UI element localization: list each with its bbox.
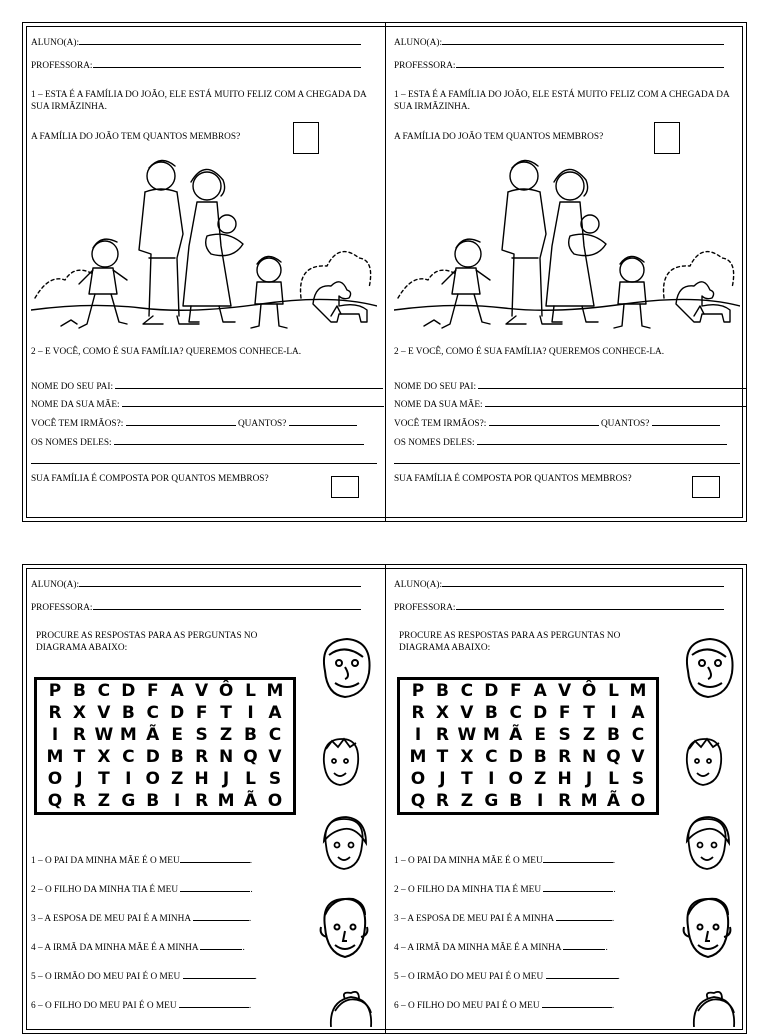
grid-letter[interactable]: R (435, 791, 449, 811)
pai-line (31, 379, 383, 393)
question-1-prompt: A FAMÍLIA DO JOÃO TEM QUANTOS MEMBROS? (394, 132, 604, 142)
irmaos-label: VOCÊ TEM IRMÃOS?: (394, 419, 487, 429)
grid-letter[interactable]: M (217, 791, 235, 811)
grid-letter[interactable]: F (509, 681, 522, 701)
aluno-label: ALUNO(A): (394, 38, 443, 48)
pai-field[interactable] (478, 379, 746, 389)
nomes-label: OS NOMES DELES: (394, 438, 475, 448)
grid-letter[interactable]: V (97, 703, 111, 723)
worksheet-column-right (385, 565, 748, 1033)
answer-3-field[interactable] (193, 911, 249, 921)
grid-letter[interactable]: G (121, 791, 136, 811)
grid-letter[interactable]: R (72, 791, 86, 811)
answer-1-field[interactable] (543, 853, 613, 863)
grid-letter[interactable]: A (268, 703, 282, 723)
grid-letter[interactable]: W (94, 725, 114, 745)
worksheet-word-search (22, 564, 747, 1034)
grid-row (37, 702, 293, 724)
question-4-line: 4 – A IRMÃ DA MINHA MÃE É A MINHA . (394, 940, 608, 954)
grid-letter[interactable]: A (170, 681, 184, 701)
grid-row (400, 790, 656, 812)
aluno-field[interactable] (442, 35, 724, 45)
grid-letter[interactable]: V (195, 681, 209, 701)
grid-letter[interactable]: O (508, 769, 523, 789)
question-6-line: 6 – O FILHO DO MEU PAI É O MEU . (394, 998, 614, 1012)
grid-letter[interactable]: Z (534, 769, 547, 789)
irmaos-field[interactable] (489, 416, 599, 426)
aluno-line (394, 577, 724, 591)
grid-letter[interactable]: I (488, 769, 495, 789)
grid-letter[interactable]: A (631, 703, 645, 723)
question-5-line: 5 – O IRMÃO DO MEU PAI É O MEU . (31, 969, 257, 983)
grid-letter[interactable]: D (145, 747, 160, 767)
grid-letter[interactable]: C (97, 681, 111, 701)
grid-letter[interactable]: T (461, 769, 473, 789)
aluno-line (31, 577, 361, 591)
grid-letter[interactable]: Ô (218, 681, 234, 701)
grid-letter[interactable]: R (195, 747, 209, 767)
grid-letter[interactable]: X (460, 747, 474, 767)
grid-letter[interactable]: Z (219, 725, 233, 745)
grid-letter[interactable]: O (410, 769, 426, 789)
grid-letter[interactable]: X (97, 747, 111, 767)
grid-letter[interactable]: L (245, 681, 256, 701)
question-2-line: 2 – O FILHO DA MINHA TIA É MEU . (31, 882, 253, 896)
grid-letter[interactable]: P (411, 681, 425, 701)
grid-letter[interactable]: R (72, 725, 86, 745)
grandfather-face-icon (678, 631, 738, 701)
grid-letter[interactable]: Q (606, 747, 621, 767)
answer-5-field[interactable] (183, 969, 255, 979)
instruction-text: PROCURE AS RESPOSTAS PARA AS PERGUNTAS NO DIAGRAMA ABAIXO: (399, 631, 621, 653)
grid-letter[interactable]: A (533, 681, 547, 701)
grid-letter[interactable]: Q (243, 747, 258, 767)
woman-face-icon (688, 991, 740, 1027)
grid-letter[interactable]: Ã (509, 725, 523, 745)
aluno-field[interactable] (79, 35, 361, 45)
grid-letter[interactable]: F (558, 703, 571, 723)
family-count-box[interactable] (654, 122, 680, 154)
girl-face-icon (318, 813, 370, 879)
answer-2-field[interactable] (543, 882, 613, 892)
word-search-grid (397, 677, 659, 815)
grid-letter[interactable]: X (72, 703, 86, 723)
quantos-field[interactable] (652, 416, 720, 426)
answer-6-field[interactable] (542, 998, 612, 1008)
grid-row (37, 768, 293, 790)
grid-letter[interactable]: I (247, 703, 254, 723)
grid-row (37, 680, 293, 702)
grid-letter[interactable]: F (146, 681, 159, 701)
grid-letter[interactable]: C (509, 703, 522, 723)
grid-letter[interactable]: Ã (243, 791, 258, 811)
girl-face-icon (681, 813, 733, 879)
grid-letter[interactable]: B (244, 725, 257, 745)
professora-field[interactable] (456, 600, 724, 610)
quantos-label: QUANTOS? (237, 419, 287, 429)
family-illustration (394, 158, 740, 348)
question-6-line: 6 – O FILHO DO MEU PAI É O MEU . (31, 998, 251, 1012)
professora-label: PROFESSORA: (394, 61, 456, 71)
grid-letter[interactable]: C (268, 725, 282, 745)
grid-letter[interactable]: O (145, 769, 160, 789)
boy-face-icon (318, 733, 362, 795)
grid-letter[interactable]: D (170, 703, 185, 723)
aluno-label: ALUNO(A): (394, 580, 443, 590)
irmaos-line (394, 416, 720, 430)
grid-letter[interactable]: C (485, 747, 498, 767)
grid-row (400, 724, 656, 746)
pai-line (394, 379, 746, 393)
grid-letter[interactable]: M (629, 681, 647, 701)
extra-answer-line (31, 463, 377, 464)
question-5: 5 – O IRMÃO DO MEU PAI É O MEU (394, 972, 544, 982)
question-3-line: 3 – A ESPOSA DE MEU PAI É A MINHA . (31, 911, 251, 925)
grandfather-face-icon (315, 631, 375, 701)
professora-field[interactable] (93, 600, 361, 610)
aluno-label: ALUNO(A): (31, 38, 80, 48)
woman-face-icon (325, 991, 377, 1027)
mae-field[interactable] (122, 397, 384, 407)
professora-label: PROFESSORA: (31, 603, 93, 613)
professora-line (31, 58, 361, 72)
grid-letter[interactable]: C (122, 747, 135, 767)
grid-letter[interactable]: T (98, 769, 110, 789)
nomes-field[interactable] (477, 435, 727, 445)
professora-line (31, 600, 361, 614)
grid-letter[interactable]: I (610, 703, 617, 723)
irmaos-line (31, 416, 357, 430)
professora-label: PROFESSORA: (31, 61, 93, 71)
grid-letter[interactable]: M (482, 725, 500, 745)
professora-field[interactable] (456, 58, 724, 68)
grid-letter[interactable]: V (558, 681, 572, 701)
grid-letter[interactable]: Z (171, 769, 184, 789)
grid-letter[interactable]: S (195, 725, 208, 745)
grid-letter[interactable]: J (222, 769, 230, 789)
grid-letter[interactable]: T (583, 703, 595, 723)
grid-letter[interactable]: M (409, 747, 427, 767)
grid-letter[interactable]: D (533, 703, 548, 723)
grid-letter[interactable]: B (435, 681, 449, 701)
family-illustration (31, 158, 377, 348)
professora-field[interactable] (93, 58, 361, 68)
grid-letter[interactable]: V (460, 703, 474, 723)
worksheet-family (22, 22, 747, 522)
question-5: 5 – O IRMÃO DO MEU PAI É O MEU (31, 972, 181, 982)
answer-6-field[interactable] (179, 998, 249, 1008)
question-3-line: 3 – A ESPOSA DE MEU PAI É A MINHA . (394, 911, 614, 925)
mae-line (394, 397, 747, 411)
answer-5-field[interactable] (546, 969, 618, 979)
answer-4-field[interactable] (563, 940, 605, 950)
grid-letter[interactable]: H (194, 769, 209, 789)
question-2-line: 2 – O FILHO DA MINHA TIA É MEU . (394, 882, 616, 896)
grid-letter[interactable]: E (171, 725, 183, 745)
grid-letter[interactable]: N (581, 747, 597, 767)
father-face-icon (678, 893, 736, 967)
grid-letter[interactable]: Z (582, 725, 596, 745)
nomes-label: OS NOMES DELES: (31, 438, 112, 448)
nomes-line (394, 435, 727, 449)
word-search-grid (34, 677, 296, 815)
grid-letter[interactable]: N (218, 747, 234, 767)
grid-letter[interactable]: D (121, 681, 136, 701)
grid-letter[interactable]: B (146, 791, 160, 811)
grid-letter[interactable]: S (631, 769, 645, 789)
grid-letter[interactable]: J (76, 769, 83, 789)
professora-label: PROFESSORA: (394, 603, 456, 613)
aluno-field[interactable] (442, 577, 724, 587)
grid-letter[interactable]: C (460, 681, 474, 701)
question-4: 4 – A IRMÃ DA MINHA MÃE É A MINHA (394, 943, 562, 953)
mae-line (31, 397, 384, 411)
grid-letter[interactable]: D (484, 681, 499, 701)
question-6: 6 – O FILHO DO MEU PAI É O MEU (31, 1001, 177, 1011)
aluno-label: ALUNO(A): (31, 580, 80, 590)
question-4-line: 4 – A IRMÃ DA MINHA MÃE É A MINHA . (31, 940, 245, 954)
mae-label: NOME DA SUA MÃE: (31, 400, 120, 410)
grid-letter[interactable]: V (268, 747, 282, 767)
extra-answer-line (394, 463, 740, 464)
composta-prompt: SUA FAMÍLIA É COMPOSTA POR QUANTOS MEMBROS? (394, 474, 632, 484)
pai-label: NOME DO SEU PAI: (394, 382, 477, 392)
nomes-line (31, 435, 364, 449)
aluno-field[interactable] (79, 577, 361, 587)
grid-letter[interactable]: M (119, 725, 137, 745)
quantos-label: QUANTOS? (600, 419, 650, 429)
grid-row (400, 768, 656, 790)
professora-line (394, 600, 724, 614)
irmaos-label: VOCÊ TEM IRMÃOS?: (31, 419, 124, 429)
question-5-line: 5 – O IRMÃO DO MEU PAI É O MEU . (394, 969, 620, 983)
grid-letter[interactable]: R (195, 791, 209, 811)
grid-letter[interactable]: R (411, 703, 425, 723)
grid-letter[interactable]: Z (97, 791, 111, 811)
grid-letter[interactable]: C (146, 703, 159, 723)
grid-letter[interactable]: S (558, 725, 571, 745)
worksheet-column-left (23, 565, 385, 1033)
grid-letter[interactable]: L (245, 769, 256, 789)
irmaos-field[interactable] (126, 416, 236, 426)
grid-letter[interactable]: C (631, 725, 645, 745)
grid-letter[interactable]: B (170, 747, 184, 767)
question-3: 3 – A ESPOSA DE MEU PAI É A MINHA (31, 914, 191, 924)
grid-letter[interactable]: I (537, 791, 544, 811)
grid-row (400, 680, 656, 702)
grid-letter[interactable]: B (533, 747, 547, 767)
grid-letter[interactable]: J (439, 769, 446, 789)
grid-letter[interactable]: M (580, 791, 598, 811)
grid-letter[interactable]: B (121, 703, 135, 723)
pai-field[interactable] (115, 379, 383, 389)
grid-letter[interactable]: E (534, 725, 546, 745)
grid-letter[interactable]: Ã (146, 725, 160, 745)
question-3: 3 – A ESPOSA DE MEU PAI É A MINHA (394, 914, 554, 924)
mae-field[interactable] (485, 397, 747, 407)
grid-letter[interactable]: I (125, 769, 132, 789)
grid-letter[interactable]: O (47, 769, 63, 789)
grid-letter[interactable]: X (435, 703, 449, 723)
grid-letter[interactable]: Z (460, 791, 474, 811)
grid-row (400, 702, 656, 724)
grid-letter[interactable]: O (630, 791, 646, 811)
worksheet-column-right (385, 23, 748, 521)
grid-letter[interactable]: S (268, 769, 282, 789)
grid-letter[interactable]: V (631, 747, 645, 767)
grid-letter[interactable]: T (436, 747, 449, 767)
question-6: 6 – O FILHO DO MEU PAI É O MEU (394, 1001, 540, 1011)
grid-letter[interactable]: M (46, 747, 64, 767)
grid-row (400, 746, 656, 768)
grid-letter[interactable]: I (174, 791, 181, 811)
question-2-text: 2 – E VOCÊ, COMO É SUA FAMÍLIA? QUEREMOS CONHECE-LA. (394, 347, 665, 357)
grid-row (37, 724, 293, 746)
answer-4-field[interactable] (200, 940, 242, 950)
grid-letter[interactable]: D (508, 747, 523, 767)
grid-row (37, 746, 293, 768)
grid-letter[interactable]: W (457, 725, 477, 745)
grid-letter[interactable]: R (558, 747, 572, 767)
grid-letter[interactable]: M (266, 681, 284, 701)
answer-2-field[interactable] (180, 882, 250, 892)
professora-line (394, 58, 724, 72)
question-2: 2 – O FILHO DA MINHA TIA É MEU (394, 885, 542, 895)
grid-letter[interactable]: I (51, 725, 59, 745)
pai-label: NOME DO SEU PAI: (31, 382, 114, 392)
grid-letter[interactable]: T (220, 703, 232, 723)
members-count-box[interactable] (692, 476, 720, 498)
grid-row (37, 790, 293, 812)
grid-letter[interactable]: H (557, 769, 572, 789)
grid-letter[interactable]: L (608, 769, 619, 789)
mae-label: NOME DA SUA MÃE: (394, 400, 483, 410)
question-1: 1 – O PAI DA MINHA MÃE É O MEU (394, 856, 543, 866)
family-count-box[interactable] (293, 122, 319, 154)
grid-letter[interactable]: Q (47, 791, 63, 811)
instruction-text: PROCURE AS RESPOSTAS PARA AS PERGUNTAS NO DIAGRAMA ABAIXO: (36, 631, 258, 653)
members-count-box[interactable] (331, 476, 359, 498)
question-2: 2 – O FILHO DA MINHA TIA É MEU (31, 885, 179, 895)
grid-letter[interactable]: I (414, 725, 422, 745)
question-1-prompt: A FAMÍLIA DO JOÃO TEM QUANTOS MEMBROS? (31, 132, 241, 142)
aluno-line (394, 35, 724, 49)
grid-letter[interactable]: Ã (606, 791, 621, 811)
grid-letter[interactable]: R (435, 725, 449, 745)
grid-letter[interactable]: P (48, 681, 62, 701)
grid-letter[interactable]: J (585, 769, 593, 789)
grid-letter[interactable]: B (484, 703, 498, 723)
grid-letter[interactable]: L (608, 681, 619, 701)
worksheet-column-left (23, 23, 385, 521)
question-4: 4 – A IRMÃ DA MINHA MÃE É A MINHA (31, 943, 199, 953)
question-1: 1 – O PAI DA MINHA MÃE É O MEU (31, 856, 180, 866)
answer-3-field[interactable] (556, 911, 612, 921)
question-1-line: 1 – O PAI DA MINHA MÃE É O MEU . (394, 853, 615, 867)
father-face-icon (315, 893, 373, 967)
question-1-text: 1 – ESTA É A FAMÍLIA DO JOÃO, ELE ESTÁ MUITO FELIZ COM A CHEGADA DA SUA IRMÃZINHA. (31, 90, 367, 112)
grid-letter[interactable]: G (484, 791, 499, 811)
grid-letter[interactable]: R (558, 791, 572, 811)
quantos-field[interactable] (289, 416, 357, 426)
grid-letter[interactable]: B (607, 725, 620, 745)
composta-prompt: SUA FAMÍLIA É COMPOSTA POR QUANTOS MEMBROS? (31, 474, 269, 484)
boy-face-icon (681, 733, 725, 795)
answer-1-field[interactable] (180, 853, 250, 863)
grid-letter[interactable]: Q (410, 791, 426, 811)
grid-letter[interactable]: B (72, 681, 86, 701)
grid-letter[interactable]: T (73, 747, 86, 767)
grid-letter[interactable]: F (195, 703, 208, 723)
nomes-field[interactable] (114, 435, 364, 445)
grid-letter[interactable]: O (267, 791, 283, 811)
question-1-line: 1 – O PAI DA MINHA MÃE É O MEU . (31, 853, 252, 867)
grid-letter[interactable]: R (48, 703, 62, 723)
grid-letter[interactable]: B (509, 791, 523, 811)
question-2-text: 2 – E VOCÊ, COMO É SUA FAMÍLIA? QUEREMOS CONHECE-LA. (31, 347, 302, 357)
question-1-text: 1 – ESTA É A FAMÍLIA DO JOÃO, ELE ESTÁ MUITO FELIZ COM A CHEGADA DA SUA IRMÃZINHA. (394, 90, 730, 112)
aluno-line (31, 35, 361, 49)
grid-letter[interactable]: Ô (581, 681, 597, 701)
